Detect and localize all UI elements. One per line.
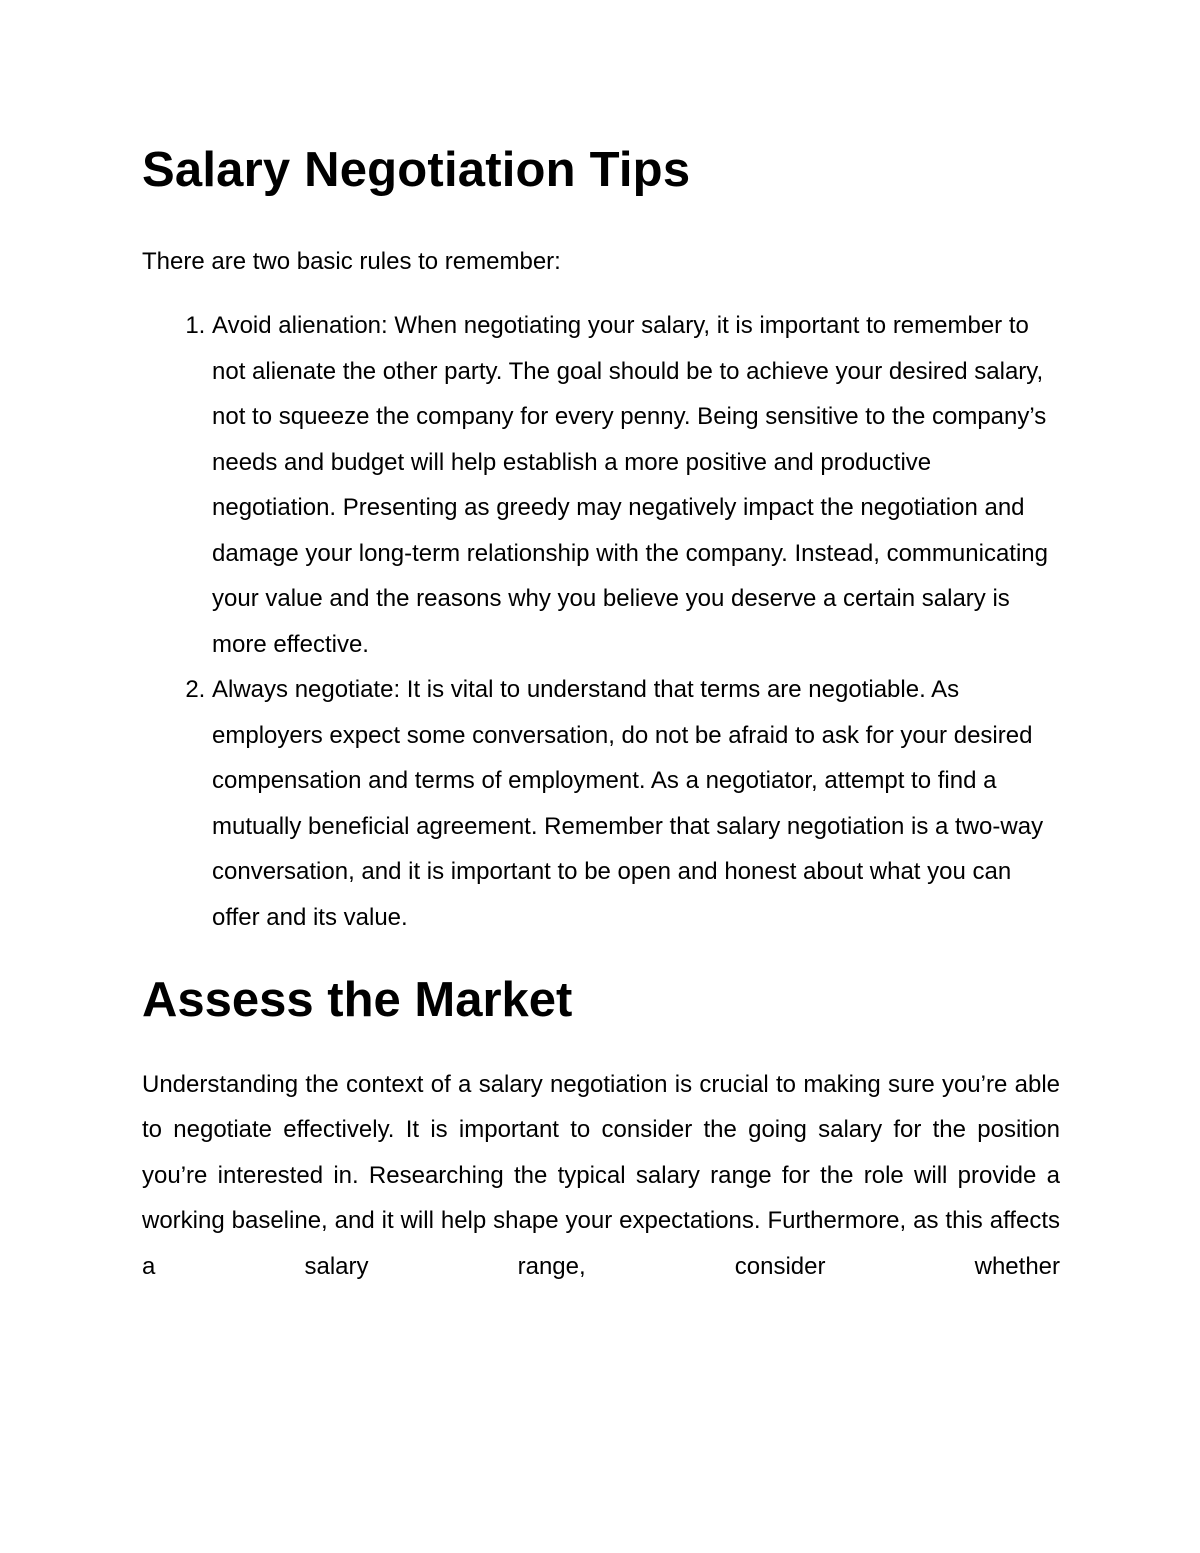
document-title: Salary Negotiation Tips	[142, 143, 691, 197]
rule-item: 1. Avoid alienation: When negotiating your salary, it is important to remember to not alienate the other party. The goal should be to achieve your desired salary, not to squeeze the company for every penny. Being sensitive to the company’s needs and budget will help establish a more positive and productive negotiation. Presenting as greedy may negatively impact the negotiation and damage your long-term relationship with the company. Instead, communicating your value and the reasons why you believe you deserve a certain salary is more effective.	[212, 303, 1060, 667]
rule-item: 2. Always negotiate: It is vital to understand that terms are negotiable. As employers expect some conversation, do not be afraid to ask for your desired compensation and terms of employment. As a negotiator, attempt to find a mutually beneficial agreement. Remember that salary negotiation is a two-way conversation, and it is important to be open and honest about what you can offer and its value.	[212, 667, 1060, 940]
rules-list	[142, 303, 1060, 940]
section-heading: Assess the Market	[142, 973, 573, 1028]
document-content	[142, 140, 1060, 1289]
section-body-paragraph: Understanding the context of a salary negotiation is crucial to making sure you’re able to negotiate effectively. It is important to consider the going salary for the position you’re interested in. Researching the typical salary range for the role will provide a working baseline, and it will help shape your expectations. Furthermore, as this affects a salary range, consider whether	[142, 1070, 1060, 1280]
intro-paragraph: There are two basic rules to remember:	[142, 248, 561, 276]
